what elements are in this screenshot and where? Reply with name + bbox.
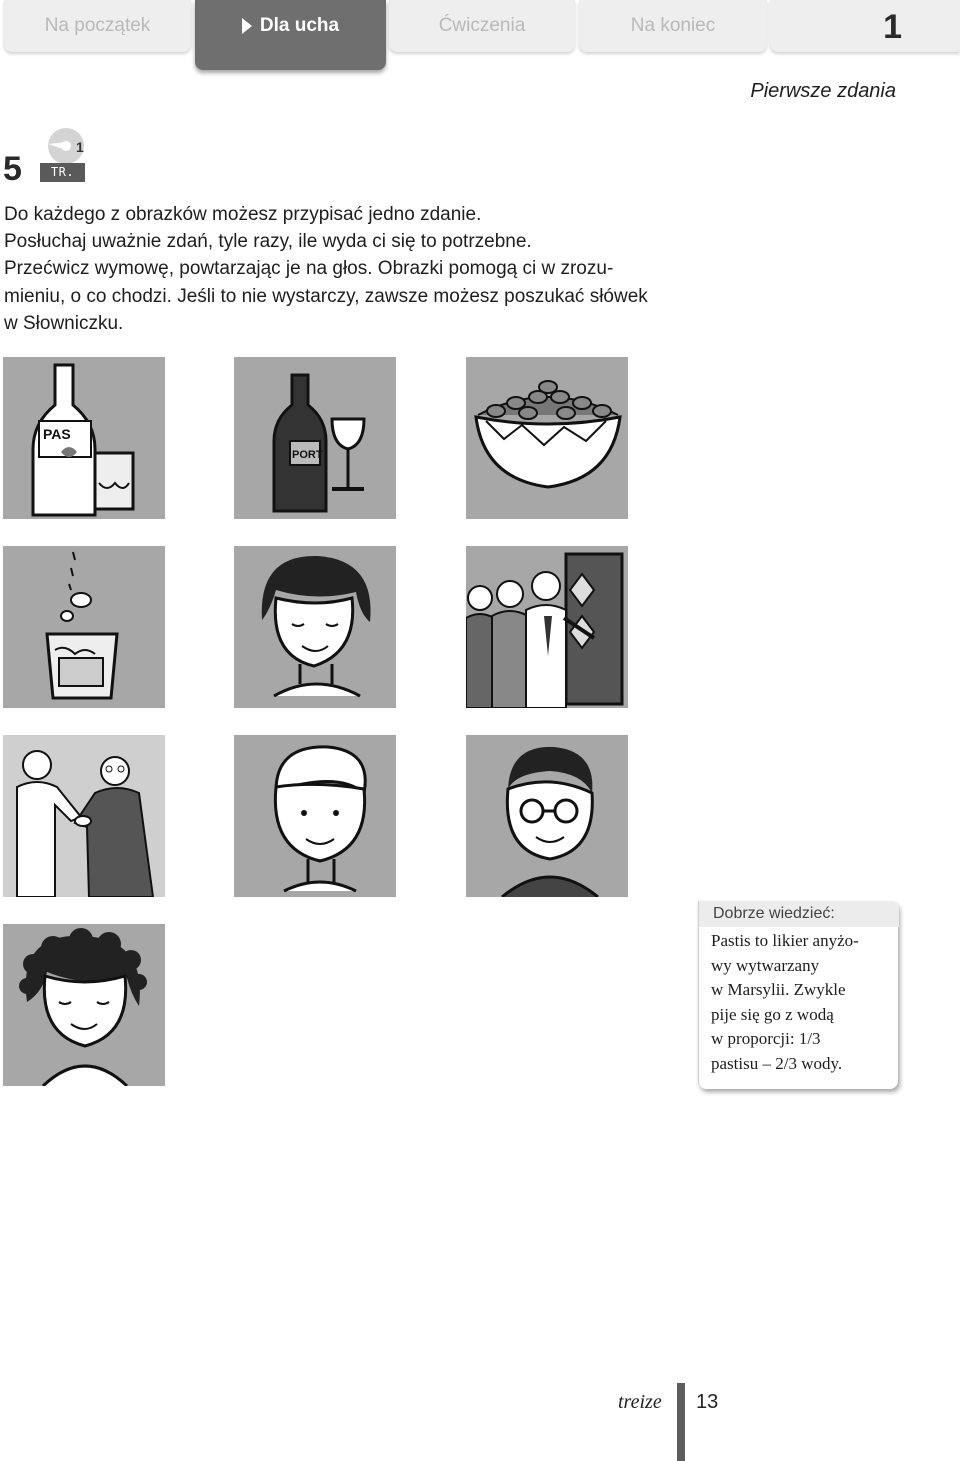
- info-line: w Marsylii. Zwykle: [711, 980, 846, 1000]
- picture-handshake[interactable]: [3, 735, 165, 897]
- instruction-line: mieniu, o co chodzi. Jeśli to nie wystarczy, zawsze możesz poszukać słówek: [4, 285, 648, 307]
- info-line: w proporcji: 1/3: [711, 1029, 821, 1049]
- instruction-line: w Słowniczku.: [4, 312, 124, 334]
- instruction-line: Przećwicz wymowę, powtarzając je na głos. Obrazki pomogą ci w zrozu-: [4, 258, 614, 280]
- instruction-line: Do każdego z obrazków możesz przypisać jedno zdanie.: [4, 204, 482, 225]
- tab-label: Na początek: [44, 15, 151, 36]
- picture-pastis-bottle[interactable]: [3, 357, 165, 519]
- instruction-line: Posłuchaj uważnie zdań, tyle razy, ile wyda ci się to potrzebne.: [4, 231, 532, 253]
- top-tab-bar: [0, 0, 960, 72]
- footer-french-number: treize: [618, 1391, 662, 1413]
- port-label: PORT: [292, 449, 323, 461]
- chapter-number: 1: [883, 8, 902, 46]
- picture-young-man[interactable]: [234, 735, 396, 897]
- picture-port-wine[interactable]: [234, 357, 396, 519]
- picture-bowl-of-nuts[interactable]: [466, 357, 628, 519]
- picture-tablet-glass[interactable]: [3, 546, 165, 708]
- track-label: TR. 04: [40, 163, 85, 182]
- did-you-know-title: Dobrze wiedzieć:: [699, 901, 899, 927]
- exercise-instructions: [4, 201, 684, 337]
- tab-label: Na koniec: [630, 15, 716, 36]
- pastis-label: PAS: [43, 426, 71, 442]
- tab-na-koniec[interactable]: [579, 0, 767, 52]
- picture-woman-bob-haircut[interactable]: [234, 546, 396, 708]
- tab-cwiczenia[interactable]: [389, 0, 575, 52]
- did-you-know-box: [698, 901, 898, 1089]
- exercise-number: 5: [3, 150, 22, 188]
- footer-divider: [677, 1383, 685, 1461]
- play-arrow-icon: [242, 18, 252, 34]
- picture-man-glasses[interactable]: [466, 735, 628, 897]
- did-you-know-text: [711, 929, 891, 1077]
- info-line: wy wytwarzany: [711, 955, 820, 975]
- cd-number: 1: [76, 139, 84, 155]
- tab-na-poczatek[interactable]: [4, 0, 191, 52]
- tab-label: Ćwiczenia: [438, 15, 526, 36]
- picture-greeting-at-door[interactable]: [466, 546, 628, 708]
- info-line: pije się go z wodą: [711, 1004, 834, 1024]
- tab-chapter: [770, 0, 960, 52]
- section-title: Pierwsze zdania: [750, 80, 896, 102]
- picture-curly-haired-woman[interactable]: [3, 924, 165, 1086]
- tab-dla-ucha[interactable]: [195, 0, 386, 70]
- page-number: 13: [696, 1391, 719, 1413]
- tab-label: Dla ucha: [259, 15, 340, 36]
- info-line: pastisu – 2/3 wody.: [711, 1053, 843, 1073]
- info-line: Pastis to likier anyżo-: [711, 931, 859, 950]
